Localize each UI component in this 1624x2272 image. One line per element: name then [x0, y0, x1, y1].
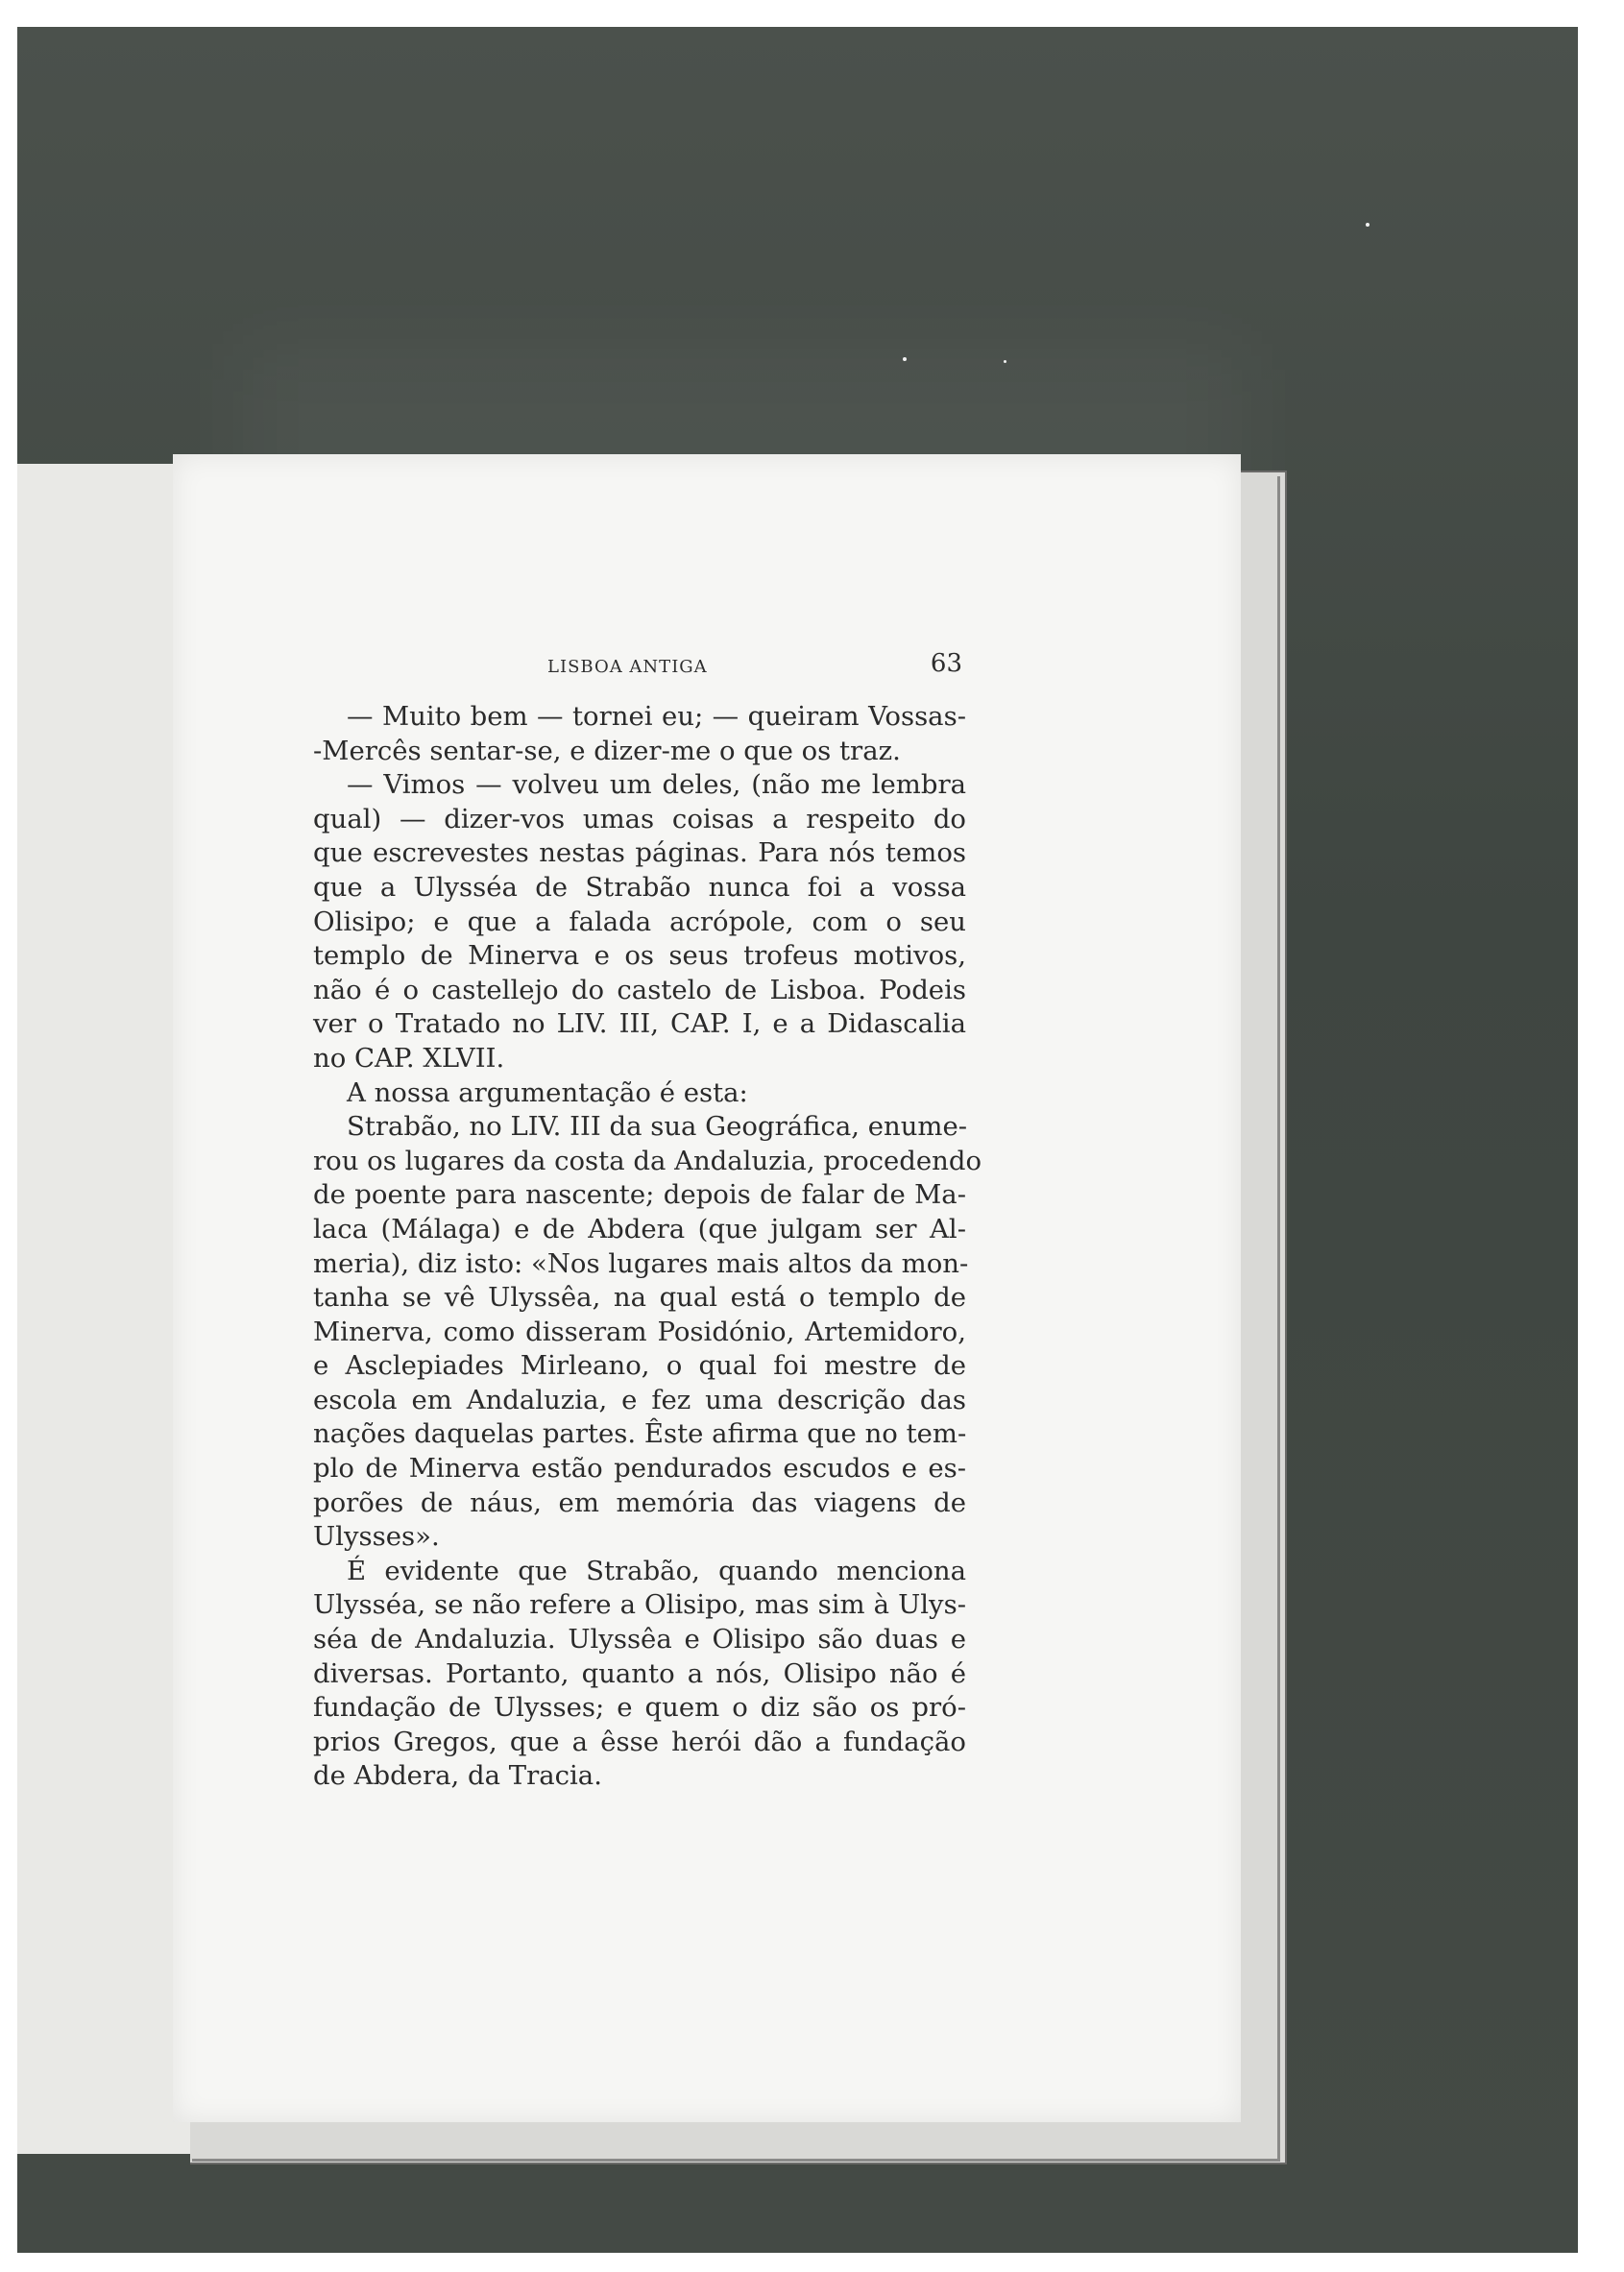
text-line: Ulysséa, se não refere a Olisipo, mas sim à Ulys- [313, 1589, 966, 1621]
text-line: É evidente que Strabão, quando menciona [347, 1555, 966, 1586]
text-line: templo de Minerva e os seus trofeus motivos, [313, 940, 966, 972]
text-line: qual) — dizer-vos umas coisas a respeito do [313, 803, 966, 834]
text-line: — Vimos — volveu um deles, (não me lembra [347, 769, 966, 801]
text-line: A nossa argumentação é esta: [347, 1076, 748, 1108]
text-line: Olisipo; e que a falada acrópole, com o seu [313, 906, 966, 937]
text-line: prios Gregos, que a êsse herói dão a fundação [313, 1726, 966, 1757]
dust-speck [1366, 223, 1369, 227]
running-title: LISBOA ANTIGA [547, 657, 708, 677]
page-number: 63 [930, 649, 962, 678]
text-line: no CAP. XLVII. [313, 1042, 505, 1074]
text-line: Ulysses». [313, 1521, 440, 1553]
text-line: laca (Málaga) e de Abdera (que julgam ser Al- [313, 1213, 966, 1245]
text-line: tanha se vê Ulyssêa, na qual está o templo de [313, 1282, 966, 1314]
body-text [313, 700, 982, 1794]
text-line: nações daquelas partes. Êste afirma que no tem- [313, 1418, 967, 1450]
text-line: séa de Andaluzia. Ulyssêa e Olisipo são duas e [313, 1624, 966, 1656]
text-line: fundação de Ulysses; e quem o diz são os pró- [313, 1692, 966, 1724]
text-line: diversas. Portanto, quanto a nós, Olisipo não é [313, 1657, 966, 1689]
text-line: meria), diz isto: «Nos lugares mais altos da mon- [313, 1247, 969, 1279]
text-line: ver o Tratado no LIV. III, CAP. I, e a Didascalia [313, 1008, 966, 1040]
running-header [369, 649, 962, 688]
text-line: -Mercês sentar-se, e dizer-me o que os traz. [313, 735, 901, 766]
text-line: e Asclepiades Mirleano, o qual foi mestre de [313, 1350, 966, 1382]
text-line: não é o castellejo do castelo de Lisboa. Podeis [313, 974, 966, 1005]
text-line: porões de náus, em memória das viagens de [313, 1486, 966, 1518]
text-line: de poente para nascente; depois de falar de Ma- [313, 1179, 966, 1211]
text-line: Minerva, como disseram Posidónio, Artemidoro, [313, 1316, 966, 1347]
text-line: rou os lugares da costa da Andaluzia, procedendo [313, 1145, 982, 1176]
text-line: de Abdera, da Tracia. [313, 1760, 602, 1792]
text-line: plo de Minerva estão pendurados escudos e es- [313, 1453, 966, 1485]
dust-speck [1004, 360, 1006, 363]
text-line: que a Ulysséa de Strabão nunca foi a vossa [313, 871, 966, 903]
text-line: escola em Andaluzia, e fez uma descrição das [313, 1384, 966, 1415]
text-line: — Muito bem — tornei eu; — queiram Vossas- [347, 701, 966, 732]
facing-page-edge [17, 464, 192, 2154]
text-line: Strabão, no LIV. III da sua Geográfica, enume- [347, 1111, 968, 1143]
dust-speck [903, 357, 907, 361]
text-line: que escrevestes nestas páginas. Para nós temos [313, 837, 966, 869]
